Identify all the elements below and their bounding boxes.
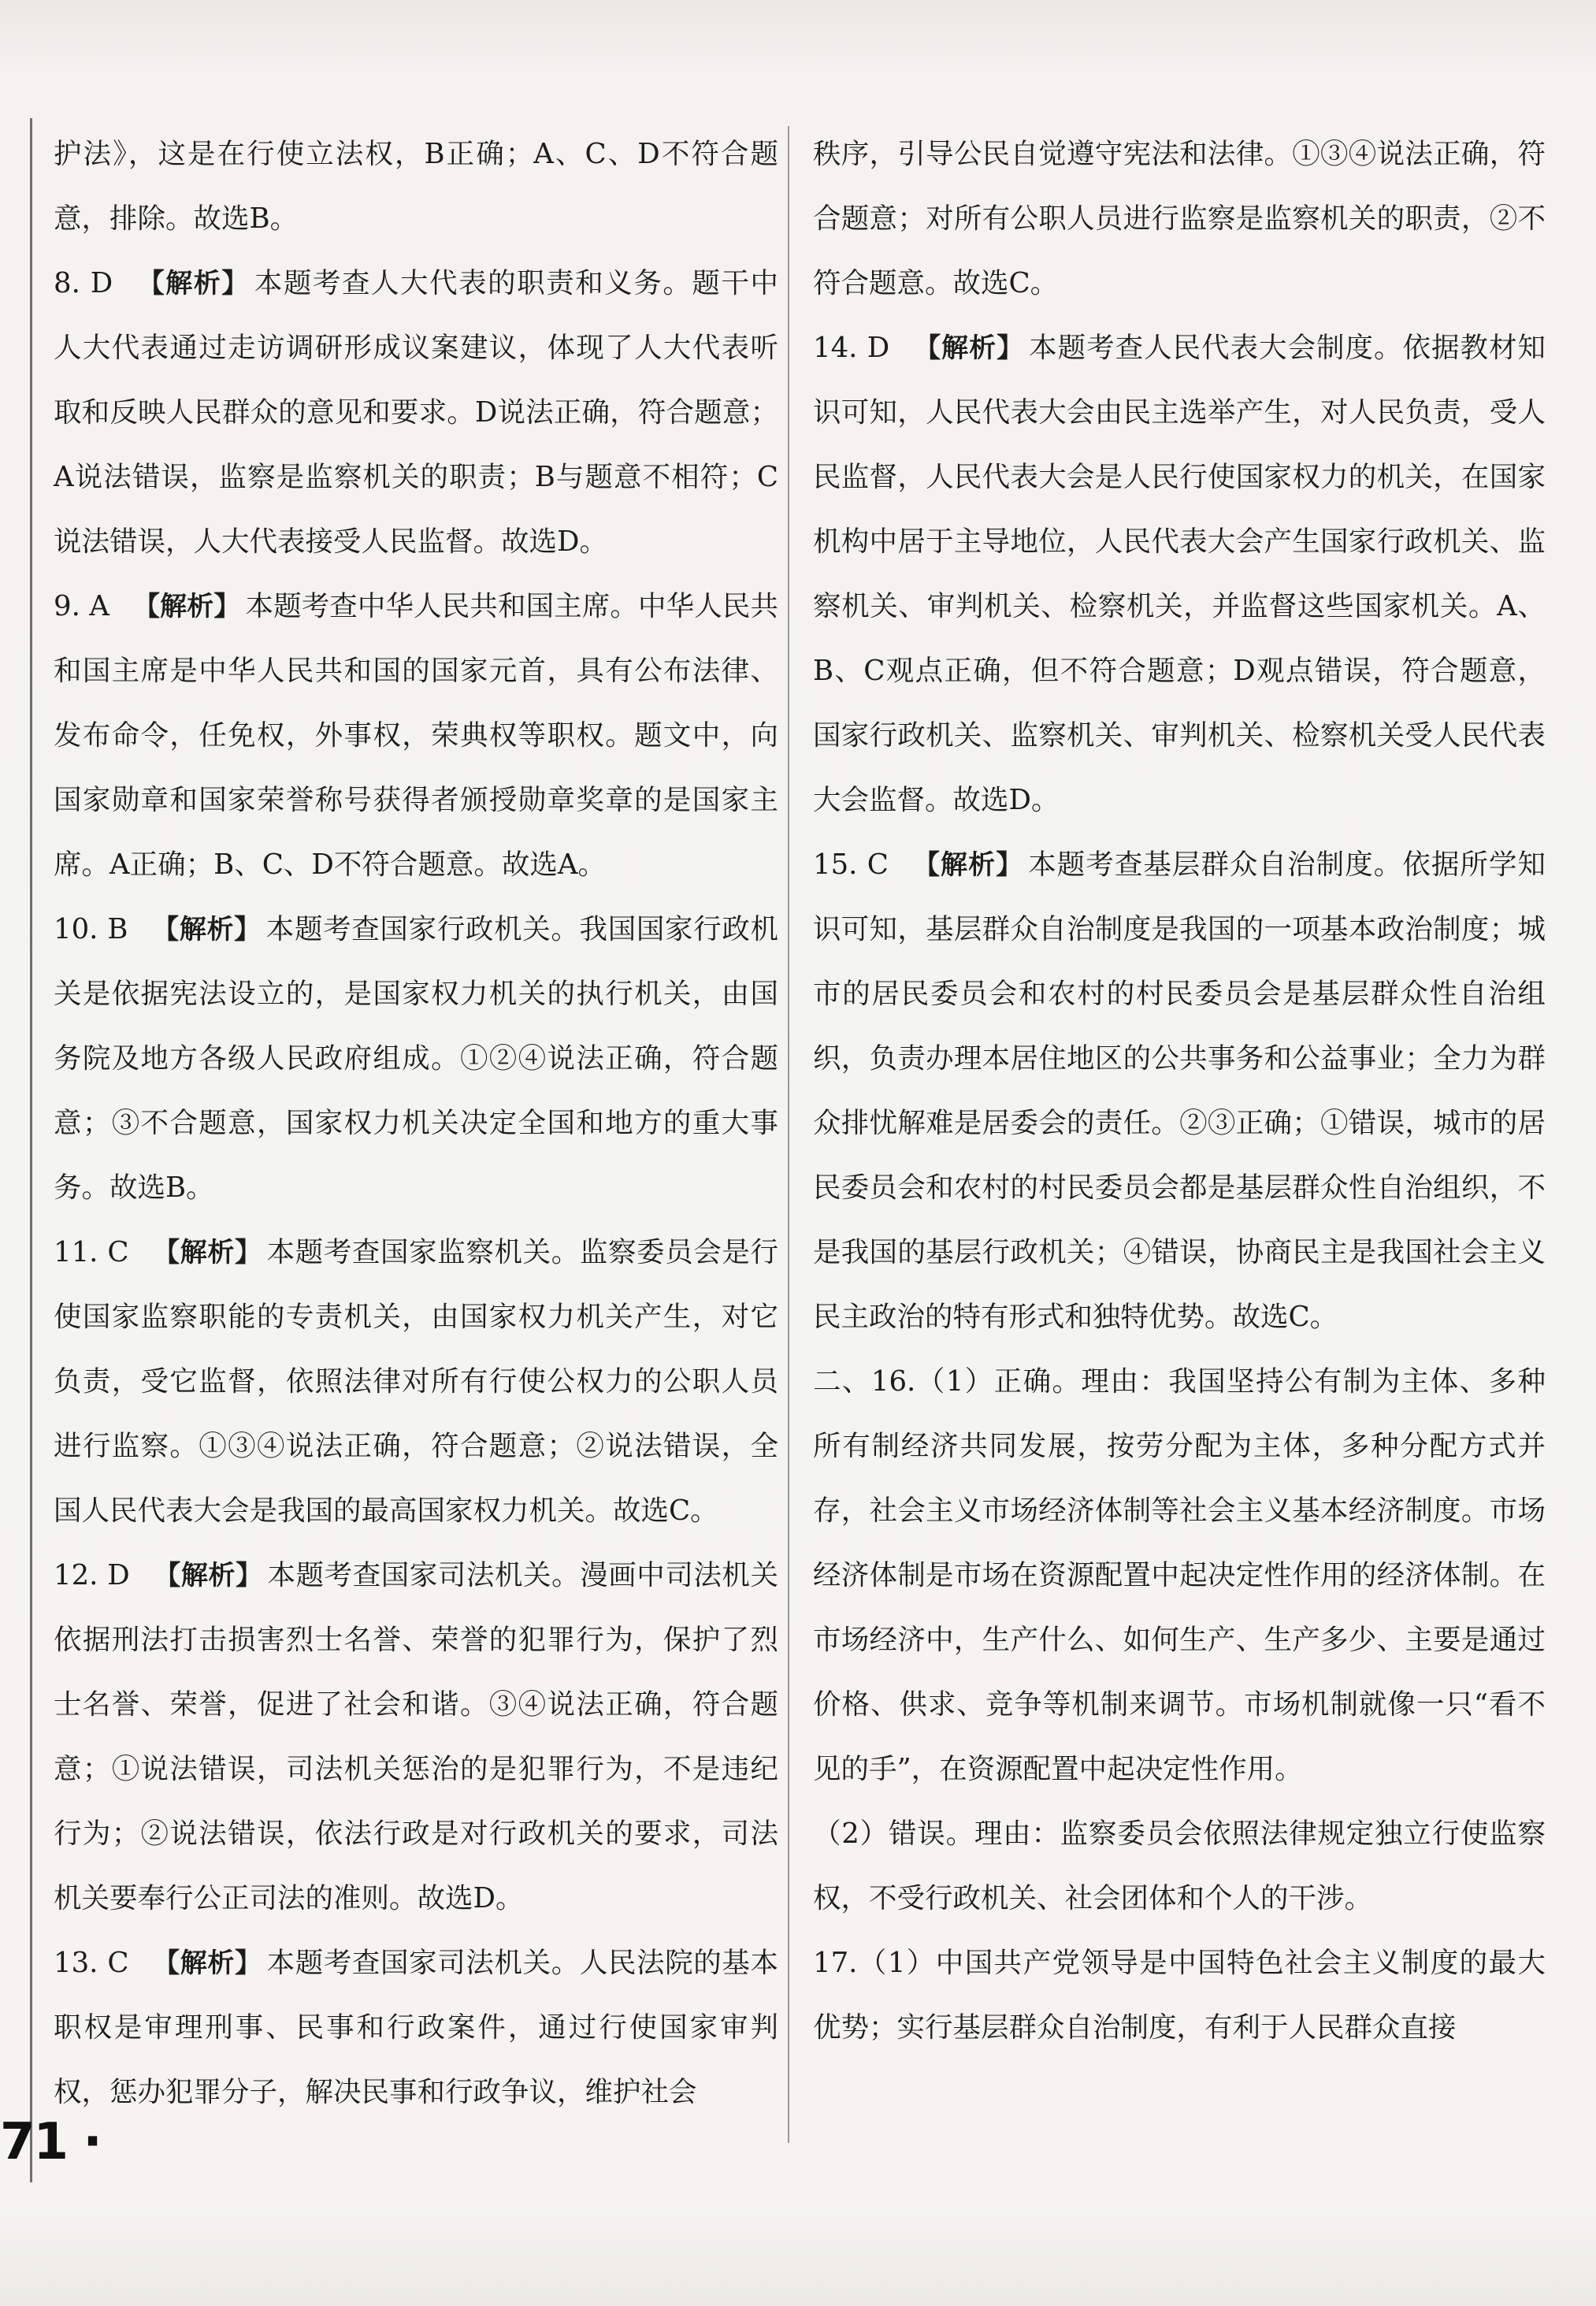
answer-11 <box>54 1220 778 1543</box>
answer-text: 本题考查国家监察机关。监察委员会是行使国家监察职能的专责机关，由国家权力机关产生，对它负责，受它监督，依照法律对所有行使公权力的公职人员进行监察。①③④说法正确，符合题意；②说法错误，全国人民代表大会是我国的最高国家权力机关。故选C。 <box>54 1236 779 1527</box>
answer-17-part-1: 17.（1）中国共产党领导是中国特色社会主义制度的最大优势；实行基层群众自治制度，有利于人民群众直接 <box>813 1947 1546 2044</box>
binding-edge-line <box>30 118 32 2182</box>
answer-text: 本题考查中华人民共和国主席。中华人民共和国主席是中华人民共和国的国家元首，具有公布法律、发布命令，任免权，外事权，荣典权等职权。题文中，向国家勋章和国家荣誉称号获得者颁授勋章奖章的是国家主席。A正确；B、C、D不符合题意。故选A。 <box>54 590 778 881</box>
right-column <box>813 122 1546 2060</box>
page-number: 71 · <box>0 2113 101 2171</box>
answer-number: 10. B <box>54 913 128 945</box>
analysis-tag: 【解析】 <box>152 1948 262 1979</box>
answer-9 <box>54 574 778 897</box>
answer-16-part-1: 二、16.（1）正确。理由：我国坚持公有制为主体、多种所有制经济共同发展，按劳分配为主体，多种分配方式并存，社会主义市场经济体制等社会主义基本经济制度。市场经济体制是市场在资源配置中起决定性作用的经济体制。在市场经济中，生产什么、如何生产、生产多少、主要是通过价格、供求、竞争等机制来调节。市场机制就像一只“看不见的手”，在资源配置中起决定性作用。 <box>813 1365 1546 1785</box>
answer-text: 本题考查基层群众自治制度。依据所学知识可知，基层群众自治制度是我国的一项基本政治制度；城市的居民委员会和农村的村民委员会是基层群众性自治组织，负责办理本居住地区的公共事务和公益事业；全力为群众排忧解难是居委会的责任。②③正确；①错误，城市的居民委员会和农村的村民委员会都是基层群众性自治组织，不是我国的基层行政机关；④错误，协商民主是我国社会主义民主政治的特有形式和独特优势。故选C。 <box>813 849 1546 1333</box>
answer-number: 9. A <box>54 590 109 622</box>
answer-text: 本题考查国家行政机关。我国国家行政机关是依据宪法设立的，是国家权力机关的执行机关，由国务院及地方各级人民政府组成。①②④说法正确，符合题意；③不合题意，国家权力机关决定全国和地方的重大事务。故选B。 <box>54 913 778 1204</box>
analysis-tag: 【解析】 <box>153 1560 263 1591</box>
column-divider <box>788 126 789 2143</box>
answer-number: 11. C <box>54 1236 129 1268</box>
answer-number: 15. C <box>813 849 889 881</box>
analysis-tag: 【解析】 <box>152 1237 262 1268</box>
analysis-tag: 【解析】 <box>151 914 262 945</box>
answer-text: 本题考查国家司法机关。漫画中司法机关依据刑法打击损害烈士名誉、荣誉的犯罪行为，保护了烈士名誉、荣誉，促进了社会和谐。③④说法正确，符合题意；①说法错误，司法机关惩治的是犯罪行为，不是违纪行为；②说法错误，依法行政是对行政机关的要求，司法机关要奉行公正司法的准则。故选D。 <box>54 1559 778 1914</box>
answer-13 <box>54 1931 778 2125</box>
answer-number: 12. D <box>54 1559 130 1591</box>
answer-continuation: 秩序，引导公民自觉遵守宪法和法律。①③④说法正确，符合题意；对所有公职人员进行监察是监察机关的职责，②不符合题意。故选C。 <box>813 138 1546 299</box>
analysis-tag: 【解析】 <box>913 332 1025 364</box>
answer-number: 14. D <box>813 332 890 364</box>
analysis-tag: 【解析】 <box>911 849 1024 881</box>
answer-text: 本题考查国家司法机关。人民法院的基本职权是审理刑事、民事和行政案件，通过行使国家审判权，惩办犯罪分子，解决民事和行政争议，维护社会 <box>54 1947 779 2108</box>
answer-text: 本题考查人大代表的职责和义务。题干中人大代表通过走访调研形成议案建议，体现了人大代表听取和反映人民群众的意见和要求。D说法正确，符合题意；A说法错误，监察是监察机关的职责；B与题意不相符；C说法错误，人大代表接受人民监督。故选D。 <box>54 267 778 558</box>
analysis-tag: 【解析】 <box>136 268 250 299</box>
left-column <box>54 122 778 2125</box>
answer-continuation: 护法》，这是在行使立法权，B正确；A、C、D不符合题意，排除。故选B。 <box>54 138 778 235</box>
answer-10 <box>54 897 778 1220</box>
analysis-tag: 【解析】 <box>132 591 241 622</box>
answer-16-part-2: （2）错误。理由：监察委员会依照法律规定独立行使监察权，不受行政机关、社会团体和个人的干涉。 <box>813 1818 1546 1914</box>
answer-14 <box>813 316 1546 833</box>
answer-15 <box>813 833 1546 1350</box>
answer-8 <box>54 251 778 574</box>
answer-number: 8. D <box>54 267 113 299</box>
answer-text: 本题考查人民代表大会制度。依据教材知识可知，人民代表大会由民主选举产生，对人民负责，受人民监督，人民代表大会是人民行使国家权力的机关，在国家机构中居于主导地位，人民代表大会产生国家行政机关、监察机关、审判机关、检察机关，并监督这些国家机关。A、B、C观点正确，但不符合题意；D观点错误，符合题意，国家行政机关、监察机关、审判机关、检察机关受人民代表大会监督。故选D。 <box>813 332 1546 816</box>
answer-number: 13. C <box>54 1947 129 1979</box>
answer-12 <box>54 1543 778 1931</box>
